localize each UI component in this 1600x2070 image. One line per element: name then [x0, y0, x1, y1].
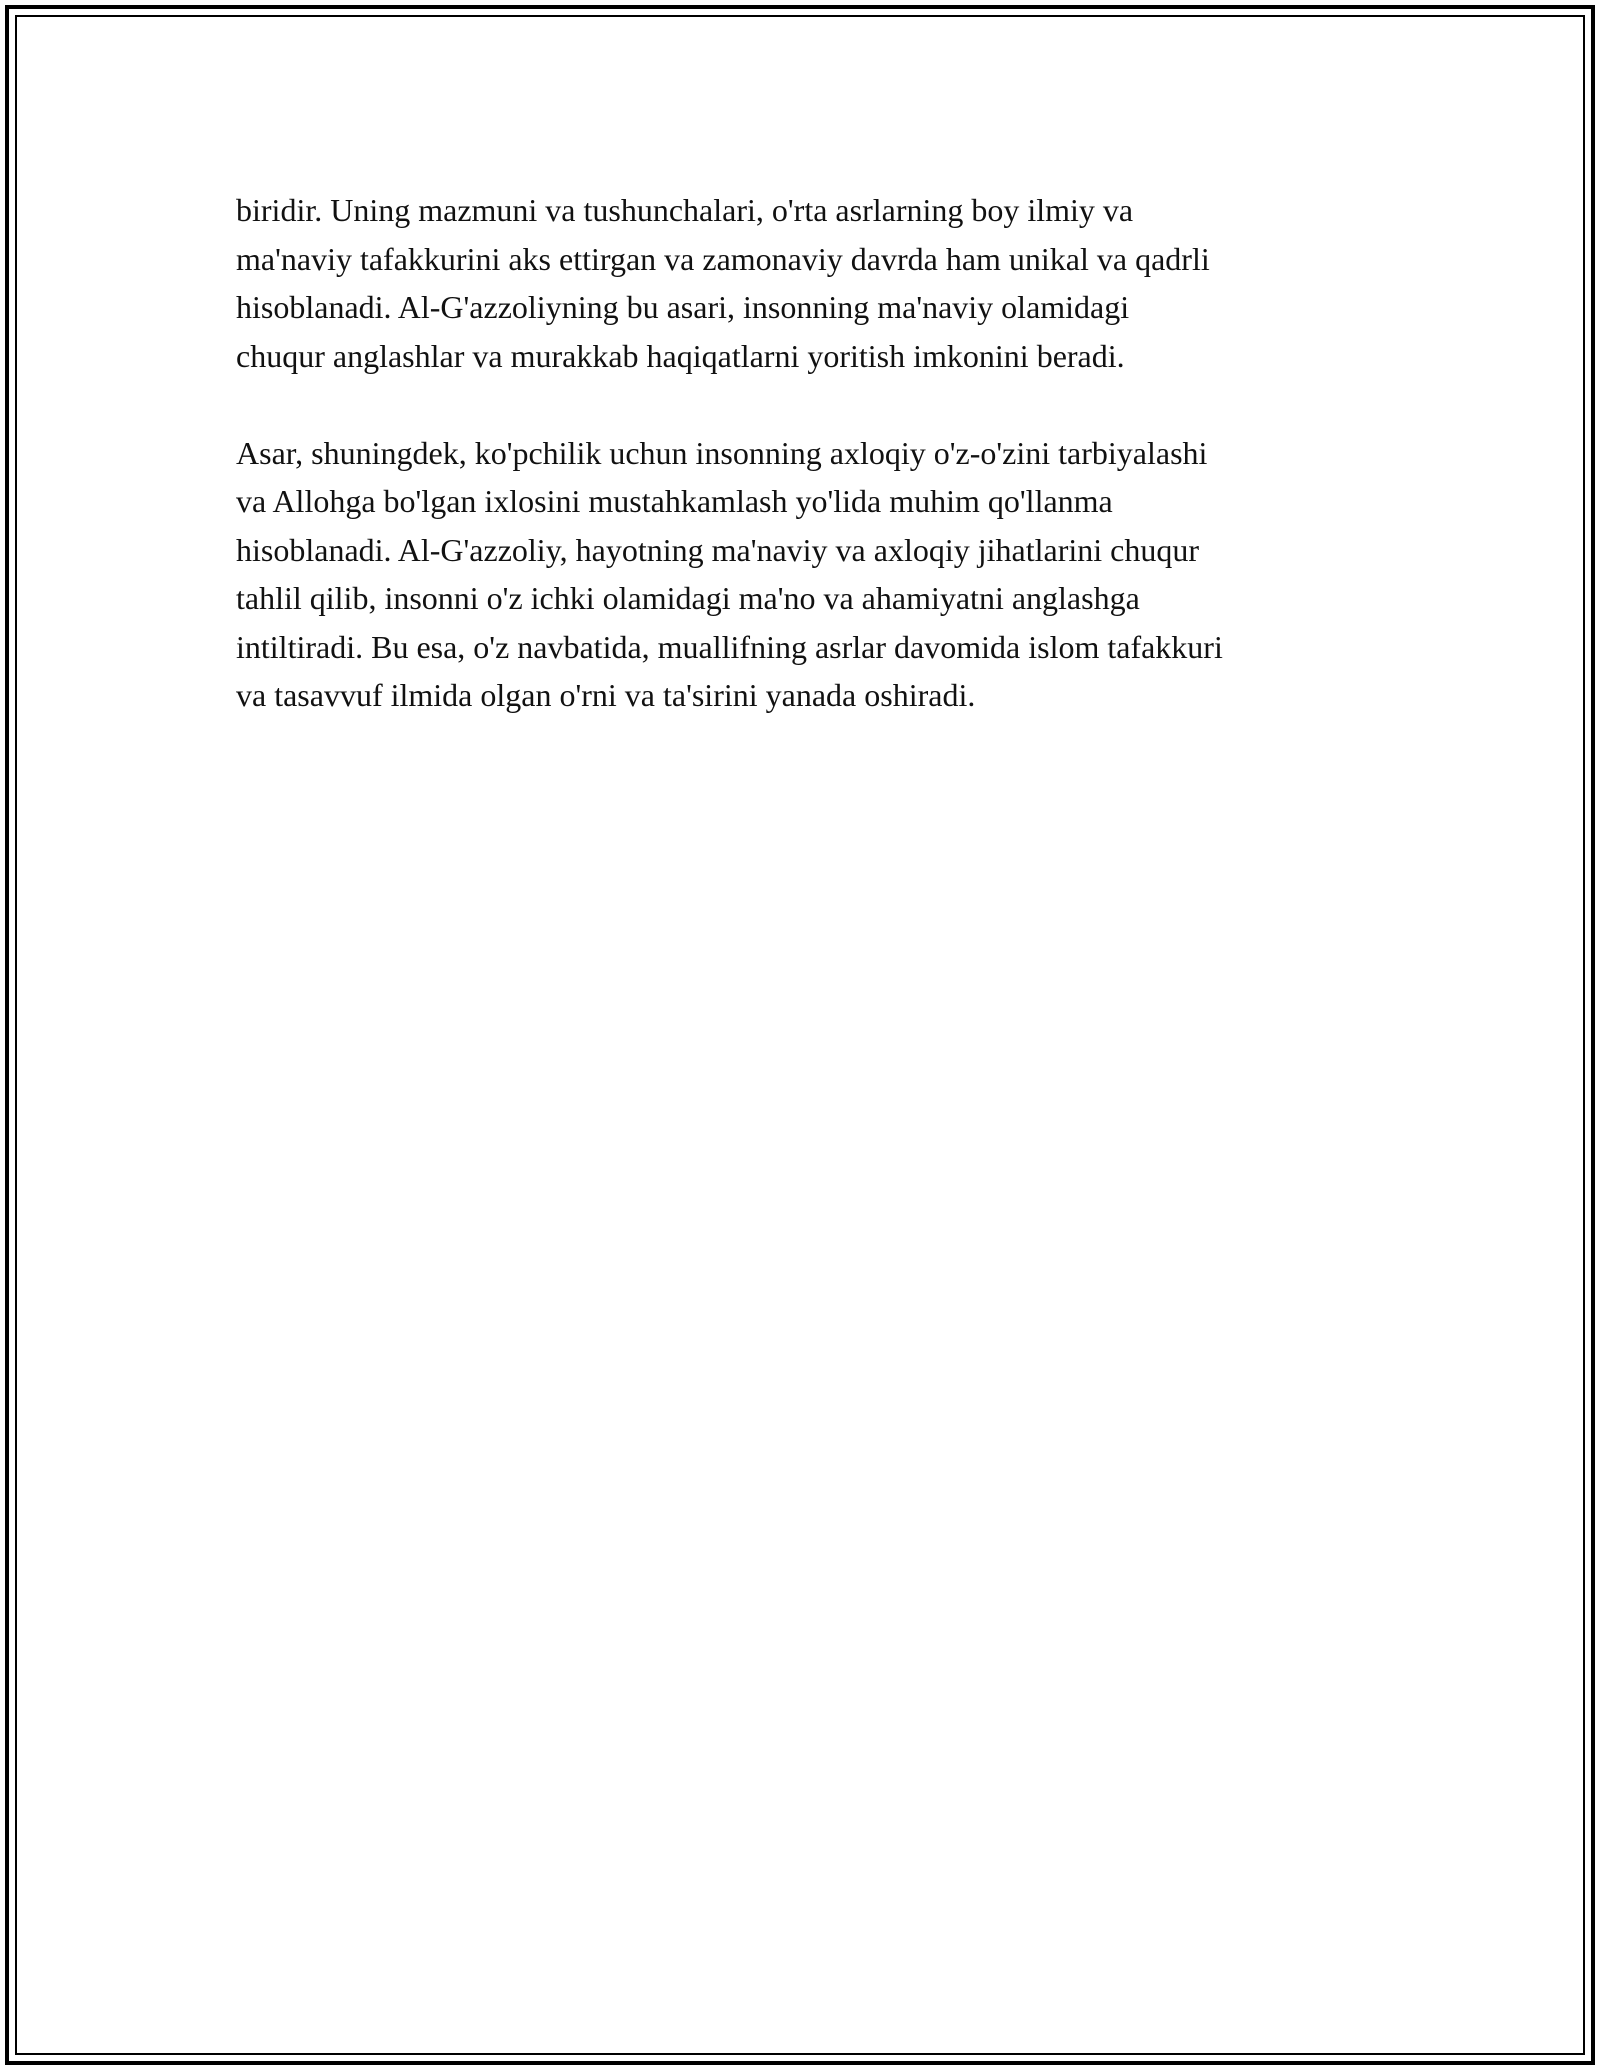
text-line: va Allohga bo'lgan ixlosini mustahkamlash yo'lida muhim qo'llanma: [236, 483, 1113, 519]
text-line: hisoblanadi. Al-G'azzoliyning bu asari, insonning ma'naviy olamidagi: [236, 289, 1130, 325]
paragraph-2: [236, 429, 1386, 720]
text-line: va tasavvuf ilmida olgan o'rni va ta'sirini yanada oshiradi.: [236, 677, 976, 713]
text-line: ma'naviy tafakkurini aks ettirgan va zamonaviy davrda ham unikal va qadrli: [236, 240, 1210, 277]
text-line: chuqur anglashlar va murakkab haqiqatlarni yoritish imkonini beradi.: [236, 337, 1125, 374]
text-line: hisoblanadi. Al-G'azzoliy, hayotning ma'naviy va axloqiy jihatlarini chuqur: [236, 531, 1199, 568]
text-line: Asar, shuningdek, ko'pchilik uchun insonning axloqiy o'z-o'zini tarbiyalashi: [236, 434, 1208, 471]
text-line: biridir. Uning mazmuni va tushunchalari, o'rta asrlarning boy ilmiy va: [236, 192, 1134, 228]
text-line: intiltiradi. Bu esa, o'z navbatida, muallifning asrlar davomida islom tafakkuri: [236, 628, 1223, 665]
document-body: [236, 186, 1386, 768]
text-line: tahlil qilib, insonni o'z ichki olamidagi ma'no va ahamiyatni anglashga: [236, 580, 1140, 616]
paragraph-1: [236, 186, 1386, 380]
